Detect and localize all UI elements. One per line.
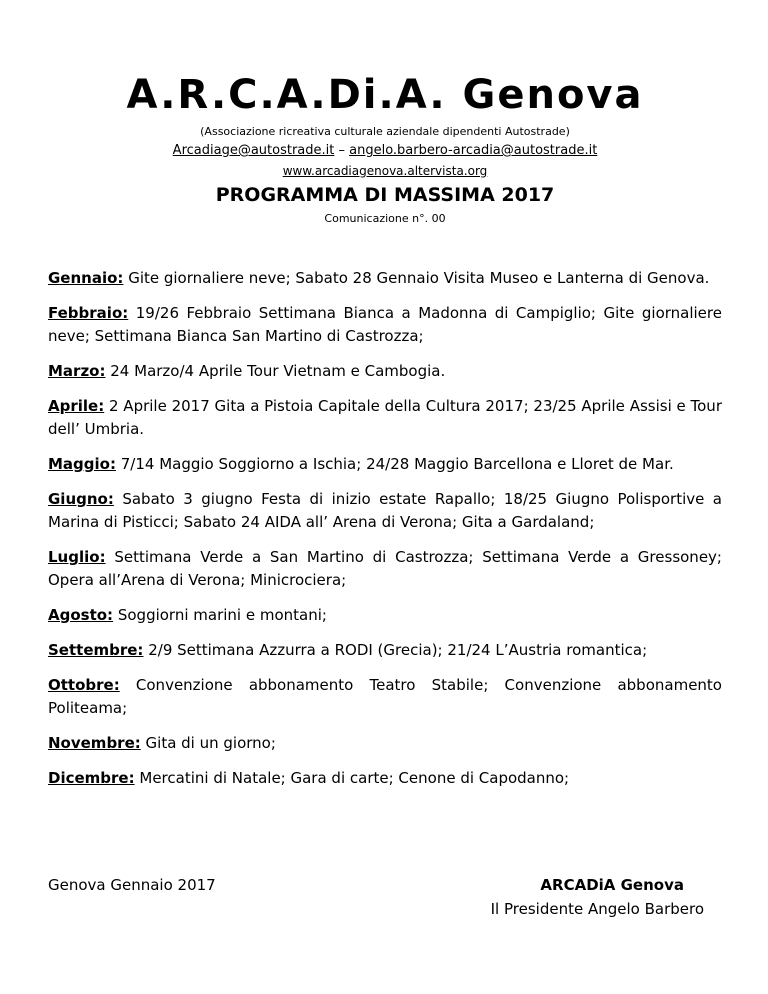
month-label: Gennaio: — [48, 269, 124, 287]
organization-title: A.R.C.A.Di.A. Genova — [126, 72, 644, 118]
place-date: Genova Gennaio 2017 — [48, 876, 216, 894]
email-link-arcadiage[interactable]: Arcadiage@autostrade.it — [172, 143, 335, 158]
month-label: Giugno: — [48, 490, 114, 508]
month-text: 7/14 Maggio Soggiorno a Ischia; 24/28 Maggio Barcellona e Lloret de Mar. — [120, 455, 674, 473]
month-text: Soggiorni marini e montani; — [117, 606, 327, 624]
monthly-program — [48, 267, 722, 802]
month-entry-ottobre — [48, 674, 722, 720]
month-text: Settimana Verde a San Martino di Castrozza; Settimana Verde a Gressoney; Opera all’Arena di Verona; Minicrociera; — [48, 548, 722, 589]
communication-number: Comunicazione n°. 00 — [324, 212, 446, 225]
month-label: Settembre: — [48, 641, 144, 659]
month-text: Gite giornaliere neve; Sabato 28 Gennaio Visita Museo e Lanterna di Genova. — [128, 269, 710, 287]
month-label: Marzo: — [48, 362, 106, 380]
month-text: 2/9 Settimana Azzurra a RODI (Grecia); 21/24 L’Austria romantica; — [148, 641, 648, 659]
month-text: Convenzione abbonamento Teatro Stabile; Convenzione abbonamento Politeama; — [48, 676, 722, 717]
website-link[interactable]: www.arcadiagenova.altervista.org — [282, 164, 488, 178]
month-text: 24 Marzo/4 Aprile Tour Vietnam e Cambogia. — [110, 362, 446, 380]
month-entry-aprile — [48, 395, 722, 441]
month-entry-agosto — [48, 604, 722, 627]
month-text: Sabato 3 giugno Festa di inizio estate Rapallo; 18/25 Giugno Polisportive a Marina di Pisticci; Sabato 24 AIDA all’ Arena di Verona; Gita a Gardaland; — [48, 490, 722, 531]
month-label: Luglio: — [48, 548, 106, 566]
month-entry-giugno — [48, 488, 722, 534]
organization-subtitle: (Associazione ricreativa culturale aziendale dipendenti Autostrade) — [200, 125, 570, 138]
month-entry-novembre — [48, 732, 722, 755]
month-label: Agosto: — [48, 606, 114, 624]
month-label: Aprile: — [48, 397, 105, 415]
month-text: 19/26 Febbraio Settimana Bianca a Madonna di Campiglio; Gite giornaliere neve; Settimana Bianca San Martino di Castrozza; — [48, 304, 722, 345]
month-label: Novembre: — [48, 734, 141, 752]
month-label: Ottobre: — [48, 676, 120, 694]
email-separator: – — [334, 143, 350, 158]
month-label: Dicembre: — [48, 769, 135, 787]
month-label: Maggio: — [48, 455, 116, 473]
month-entry-gennaio — [48, 267, 722, 290]
month-text: Mercatini di Natale; Gara di carte; Cenone di Capodanno; — [139, 769, 570, 787]
month-label: Febbraio: — [48, 304, 129, 322]
month-entry-marzo — [48, 360, 722, 383]
month-entry-maggio — [48, 453, 722, 476]
month-entry-luglio — [48, 546, 722, 592]
month-entry-settembre — [48, 639, 722, 662]
month-entry-dicembre — [48, 767, 722, 790]
email-link-barbero[interactable]: angelo.barbero-arcadia@autostrade.it — [349, 143, 598, 158]
website — [48, 164, 722, 178]
contact-emails — [48, 143, 722, 158]
signature-president: Il Presidente Angelo Barbero — [490, 900, 704, 918]
month-text: Gita di un giorno; — [145, 734, 276, 752]
month-text: 2 Aprile 2017 Gita a Pistoia Capitale della Cultura 2017; 23/25 Aprile Assisi e Tour dell’ Umbria. — [48, 397, 722, 438]
program-heading: PROGRAMMA DI MASSIMA 2017 — [215, 184, 555, 206]
month-entry-febbraio — [48, 302, 722, 348]
signature-organization: ARCADiA Genova — [540, 876, 684, 894]
